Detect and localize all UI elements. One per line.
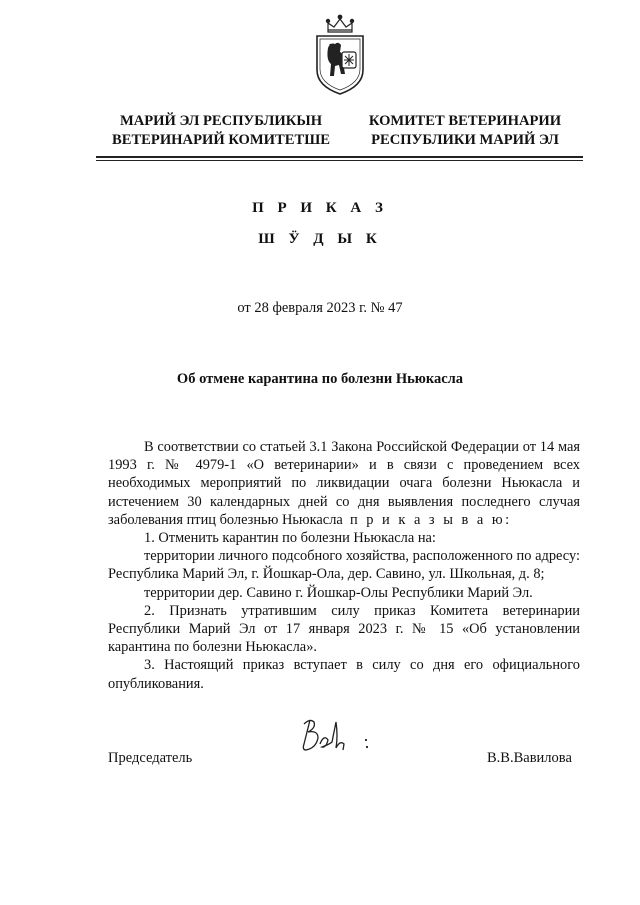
header-left: [110, 112, 332, 150]
header-left-line2: ВЕТЕРИНАРИЙ КОМИТЕТШЕ: [111, 132, 330, 148]
header-rule-thin: [96, 160, 583, 161]
document-subject: Об отмене карантина по болезни Ньюкасла: [176, 371, 464, 387]
item-1-a: территории личного подсобного хозяйства, расположенного по адресу: Республика Марий Эл, г. Йошкар-Ола, дер. Савино, ул. Школьная, д. 8;: [108, 548, 580, 583]
signer-position: Председатель: [108, 750, 193, 766]
coat-of-arms-icon: [314, 14, 366, 96]
document-date: от 28 февраля 2023 г. № 47: [237, 300, 403, 316]
preamble-text: В соответствии со статьей 3.1 Закона Российской Федерации от 14 мая 1993 г. № 4979-1 «О ветеринарии» и в связи с проведением всех необходимых мероприятий по ликвидации очага болезни Ньюкасла и истечением 30 календарных дней со дня выявления последнего случая заболевания птиц болезнью Ньюкасла: [108, 439, 580, 528]
handwritten-signature: [296, 714, 386, 760]
item-1: 1. Отменить карантин по болезни Ньюкасла на:: [144, 530, 436, 547]
signer-name: В.В.Вавилова: [487, 750, 572, 766]
item-3: 3. Настоящий приказ вступает в силу со дня его официального опубликования.: [108, 657, 580, 692]
item-1-b: территории дер. Савино г. Йошкар-Олы Республики Марий Эл.: [144, 584, 533, 601]
header-right-line2: РЕСПУБЛИКИ МАРИЙ ЭЛ: [371, 132, 559, 148]
header-left-line1: МАРИЙ ЭЛ РЕСПУБЛИКЫН: [119, 113, 323, 129]
preamble-paragraph: [108, 438, 580, 529]
order-word: п р и к а з ы в а ю:: [349, 511, 512, 528]
header-rule-thick: [96, 156, 583, 158]
document-body: [108, 438, 580, 693]
header-right: [360, 112, 570, 150]
item-2: 2. Признать утратившим силу приказ Комитета ветеринарии Республики Марий Эл от 17 января 2023 г. № 15 «Об установлении карантина по болезни Ньюкасла».: [108, 602, 580, 656]
header-right-line1: КОМИТЕТ ВЕТЕРИНАРИИ: [368, 113, 562, 129]
document-title: П Р И К А З: [252, 200, 388, 216]
document-title-mari: Ш Ӱ Д Ы К: [258, 231, 382, 247]
